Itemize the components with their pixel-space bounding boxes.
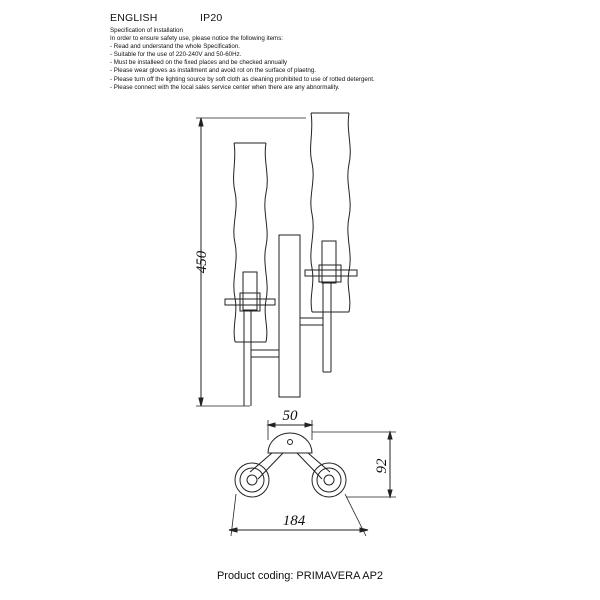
left-bulb [243,272,257,310]
dimension-label-projection: 92 [374,458,390,474]
spec-item: - Please turn off the lighting source by soft cloth as cleaning prohibited to use of rotted detergent. [110,75,375,83]
ip-rating-label: IP20 [200,12,223,24]
wall-plate [279,235,300,397]
spec-intro: In order to ensure safety use, please notice the following items: [110,35,284,43]
left-glass-shade [234,143,268,342]
dimension-label-depth: 50 [282,408,298,424]
spec-item: - Please wear gloves as installment and avoid rot on the surface of plaetng. [110,67,317,75]
language-label: ENGLISH [110,12,158,24]
spec-title: Specification of installation [110,27,183,34]
left-arm [251,350,279,357]
dimension-label-height: 450 [194,250,210,274]
top-view [229,420,396,536]
front-view [196,113,357,406]
spec-item: - Read and understand the whole Specification. [110,43,241,51]
left-holder [225,299,275,305]
spec-item: - Must be installeed on the fixed places and be checked annually [110,59,288,67]
product-coding: Product coding: PRIMAVERA AP2 [216,570,384,582]
spec-item: - Suitable for the use of 220-240V and 50-60Hz. [110,51,242,59]
mount-disc [268,433,312,453]
spec-item: - Please connect with the local sales service center when there are any abnormality. [110,83,340,91]
right-bulb [322,241,336,283]
right-arm [300,318,323,325]
dimension-label-width: 184 [282,513,306,529]
